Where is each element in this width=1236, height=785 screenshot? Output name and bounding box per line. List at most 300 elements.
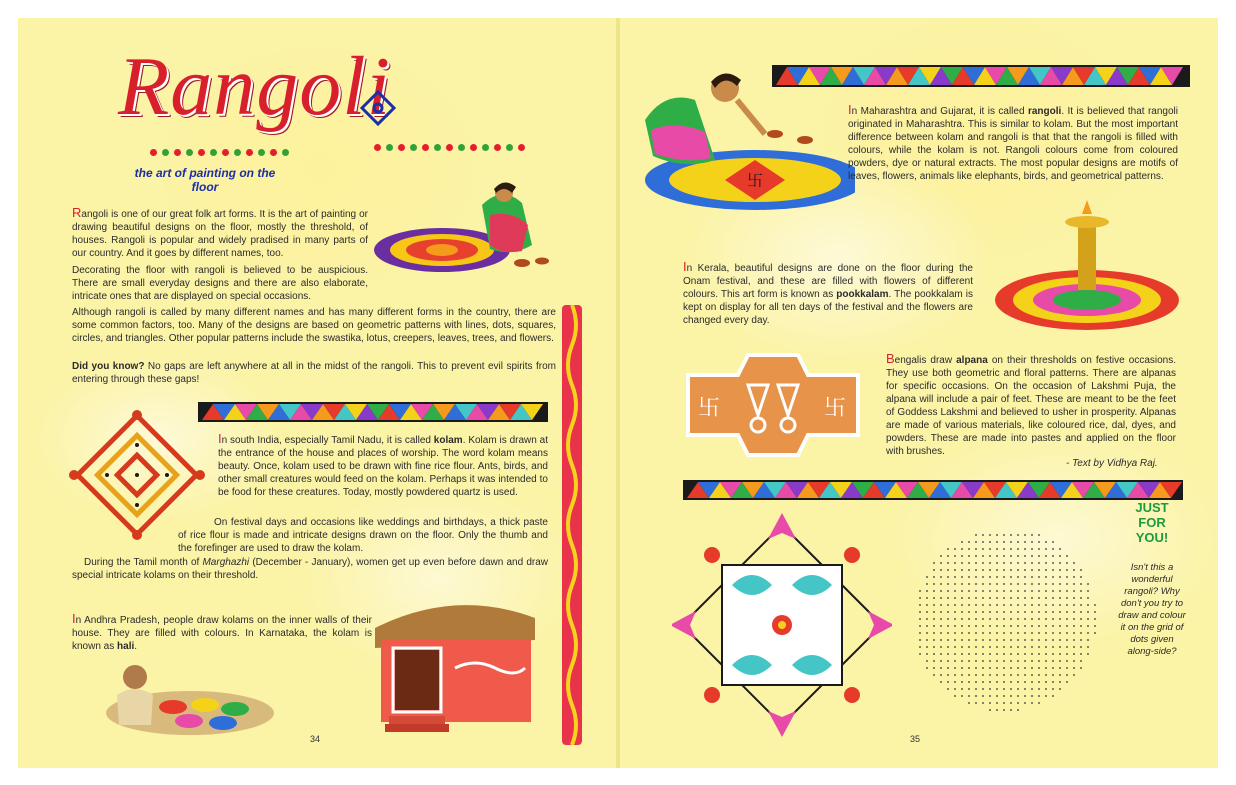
pookkalam-lamp-illustration <box>992 200 1182 340</box>
grid-dot <box>982 695 984 697</box>
grid-dot <box>1024 611 1026 613</box>
grid-dot <box>1010 660 1012 662</box>
grid-dot <box>1024 674 1026 676</box>
grid-dot <box>1010 590 1012 592</box>
grid-dot <box>926 604 928 606</box>
grid-dot <box>1024 695 1026 697</box>
grid-dot <box>1045 625 1047 627</box>
grid-dot <box>996 660 998 662</box>
grid-dot <box>1094 604 1096 606</box>
grid-dot <box>1073 618 1075 620</box>
grid-dot <box>954 625 956 627</box>
grid-dot <box>982 569 984 571</box>
grid-dot <box>947 562 949 564</box>
drop-cap: I <box>848 102 852 117</box>
grid-dot <box>1010 534 1012 536</box>
grid-dot <box>940 611 942 613</box>
grid-dot <box>947 555 949 557</box>
grid-dot <box>961 674 963 676</box>
grid-dot <box>1080 597 1082 599</box>
grid-dot <box>1031 611 1033 613</box>
grid-dot <box>1003 583 1005 585</box>
grid-dot <box>1073 569 1075 571</box>
grid-dot <box>989 555 991 557</box>
grid-dot <box>1003 639 1005 641</box>
grid-dot <box>1017 709 1019 711</box>
grid-dot <box>1031 562 1033 564</box>
grid-dot <box>1017 674 1019 676</box>
grid-dot <box>1017 604 1019 606</box>
grid-dot <box>1010 646 1012 648</box>
grid-dot <box>961 681 963 683</box>
grid-dot <box>1010 611 1012 613</box>
grid-dot <box>989 604 991 606</box>
grid-dot <box>1038 541 1040 543</box>
grid-dot <box>1045 569 1047 571</box>
grid-dot <box>1038 569 1040 571</box>
grid-dot <box>940 576 942 578</box>
grid-dot <box>919 618 921 620</box>
just-for-you-text: Isn't this a wonderful rangoli? Why don't you try to draw and colour it on the grid of dots given along-side? <box>1118 562 1186 657</box>
grid-dot <box>947 653 949 655</box>
title-knot-ornament <box>358 88 398 128</box>
grid-dot <box>1087 625 1089 627</box>
svg-text:卐: 卐 <box>824 396 847 421</box>
grid-dot <box>1052 611 1054 613</box>
grid-dot <box>1010 667 1012 669</box>
grid-dot <box>1038 534 1040 536</box>
grid-dot <box>1024 583 1026 585</box>
grid-dot <box>989 709 991 711</box>
grid-dot <box>982 555 984 557</box>
grid-dot <box>975 632 977 634</box>
grid-dot <box>1024 688 1026 690</box>
grid-dot <box>1059 625 1061 627</box>
grid-dot <box>919 625 921 627</box>
grid-dot <box>954 555 956 557</box>
grid-dot <box>996 590 998 592</box>
grid-dot <box>996 646 998 648</box>
grid-dot <box>1087 597 1089 599</box>
grid-dot <box>940 646 942 648</box>
grid-dot <box>954 639 956 641</box>
grid-dot <box>989 590 991 592</box>
grid-dot <box>1045 646 1047 648</box>
grid-dot <box>1038 674 1040 676</box>
grid-dot <box>1059 681 1061 683</box>
grid-dot <box>1059 548 1061 550</box>
grid-dot <box>926 590 928 592</box>
grid-dot <box>989 562 991 564</box>
grid-dot <box>1045 611 1047 613</box>
grid-dot <box>933 639 935 641</box>
grid-dot <box>961 639 963 641</box>
grid-dot <box>989 576 991 578</box>
grid-dot <box>1087 604 1089 606</box>
grid-dot <box>1052 541 1054 543</box>
grid-dot <box>1052 562 1054 564</box>
grid-dot <box>947 625 949 627</box>
grid-dot <box>940 604 942 606</box>
grid-dot <box>1010 583 1012 585</box>
grid-dot <box>982 625 984 627</box>
kolam-paragraph: In south India, especially Tamil Nadu, it is called kolam. Kolam is drawn at the entrance of the house and places of worship. The word kolam means beauty. Once, kolam used to be drawn with fine rice flour. Ants, birds, and other small creatures would feed on the kolam. Perhaps it was intended to be food for these creatures. Today, mostly powdered quartz is used. <box>218 431 548 498</box>
grid-dot <box>1045 562 1047 564</box>
grid-dot <box>1052 548 1054 550</box>
grid-dot <box>1045 674 1047 676</box>
grid-dot <box>1052 660 1054 662</box>
grid-dot <box>947 597 949 599</box>
grid-dot <box>1059 597 1061 599</box>
bead-border-right <box>374 142 525 152</box>
grid-dot <box>919 646 921 648</box>
grid-dot <box>1073 625 1075 627</box>
grid-dot <box>1073 597 1075 599</box>
grid-dot <box>1045 660 1047 662</box>
grid-dot <box>1038 562 1040 564</box>
grid-dot <box>1045 618 1047 620</box>
grid-dot <box>1045 681 1047 683</box>
grid-dot <box>1080 583 1082 585</box>
grid-dot <box>1080 667 1082 669</box>
grid-dot <box>1080 660 1082 662</box>
grid-dot <box>1038 618 1040 620</box>
triangle-band-left <box>198 402 548 422</box>
grid-dot <box>968 681 970 683</box>
grid-dot <box>968 688 970 690</box>
grid-dot <box>982 632 984 634</box>
grid-dot <box>1087 639 1089 641</box>
grid-dot <box>940 653 942 655</box>
grid-dot <box>926 632 928 634</box>
grid-dot <box>1017 639 1019 641</box>
drop-cap: B <box>886 351 895 366</box>
grid-dot <box>996 583 998 585</box>
grid-dot <box>1031 583 1033 585</box>
grid-dot <box>1031 597 1033 599</box>
grid-dot <box>982 688 984 690</box>
grid-dot <box>1059 576 1061 578</box>
grid-dot <box>1038 555 1040 557</box>
grid-dot <box>982 653 984 655</box>
grid-dot <box>1066 681 1068 683</box>
grid-dot <box>982 534 984 536</box>
grid-dot <box>940 674 942 676</box>
grid-dot <box>1066 639 1068 641</box>
grid-dot <box>1003 709 1005 711</box>
grid-dot <box>975 583 977 585</box>
grid-dot <box>975 604 977 606</box>
grid-dot <box>982 681 984 683</box>
grid-dot <box>1094 632 1096 634</box>
grid-dot <box>1017 688 1019 690</box>
drop-cap: R <box>72 205 82 220</box>
grid-dot <box>982 590 984 592</box>
grid-dot <box>968 695 970 697</box>
grid-dot <box>1003 667 1005 669</box>
grid-dot <box>954 653 956 655</box>
drop-cap: I <box>683 259 687 274</box>
grid-dot <box>1024 625 1026 627</box>
grid-dot <box>1094 618 1096 620</box>
grid-dot <box>982 562 984 564</box>
grid-dot <box>1024 534 1026 536</box>
grid-dot <box>989 611 991 613</box>
grid-dot <box>940 618 942 620</box>
grid-dot <box>1024 681 1026 683</box>
grid-dot <box>1073 660 1075 662</box>
grid-dot <box>961 555 963 557</box>
grid-dot <box>1066 562 1068 564</box>
grid-dot <box>933 569 935 571</box>
grid-dot <box>989 541 991 543</box>
grid-dot <box>975 569 977 571</box>
woman-lamps-rangoli-illustration <box>625 60 855 210</box>
grid-dot <box>982 660 984 662</box>
grid-dot <box>1038 681 1040 683</box>
grid-dot <box>961 597 963 599</box>
grid-dot <box>1080 604 1082 606</box>
grid-dot <box>940 625 942 627</box>
grid-dot <box>933 583 935 585</box>
grid-dot <box>940 569 942 571</box>
grid-dot <box>1010 541 1012 543</box>
grid-dot <box>947 632 949 634</box>
grid-dot <box>975 653 977 655</box>
grid-dot <box>975 611 977 613</box>
grid-dot <box>1080 618 1082 620</box>
grid-dot <box>1031 674 1033 676</box>
grid-dot <box>947 548 949 550</box>
grid-dot <box>947 611 949 613</box>
grid-dot <box>1010 639 1012 641</box>
grid-dot <box>1059 562 1061 564</box>
grid-dot <box>961 576 963 578</box>
grid-dot <box>996 632 998 634</box>
grid-dot <box>1024 660 1026 662</box>
grid-dot <box>961 541 963 543</box>
grid-dot <box>961 667 963 669</box>
grid-dot <box>968 576 970 578</box>
grid-dot <box>1024 562 1026 564</box>
grid-dot <box>1059 604 1061 606</box>
grid-dot <box>996 667 998 669</box>
grid-dot <box>1003 625 1005 627</box>
grid-dot <box>996 534 998 536</box>
grid-dot <box>961 695 963 697</box>
grid-dot <box>954 583 956 585</box>
grid-dot <box>933 590 935 592</box>
grid-dot <box>1094 625 1096 627</box>
grid-dot <box>982 576 984 578</box>
grid-dot <box>947 569 949 571</box>
grid-dot <box>1017 653 1019 655</box>
grid-dot <box>1017 597 1019 599</box>
marghazhi-paragraph: During the Tamil month of Marghazhi (December - January), women get up even before dawn and draw special intricate kolams on their threshold. <box>72 557 548 581</box>
grid-dot <box>996 639 998 641</box>
grid-dot <box>1073 667 1075 669</box>
grid-dot <box>1031 604 1033 606</box>
grid-dot <box>1038 583 1040 585</box>
grid-dot <box>919 639 921 641</box>
auspicious-paragraph: Decorating the floor with rangoli is believed to be auspicious. There are small everyday designs and there are also elaborate, intricate ones that are displayed on special occasions. <box>72 265 368 302</box>
grid-dot <box>975 590 977 592</box>
page-number-right: 35 <box>910 734 921 744</box>
grid-dot <box>975 688 977 690</box>
grid-dot <box>1003 695 1005 697</box>
grid-dot <box>1052 597 1054 599</box>
grid-dot <box>1045 632 1047 634</box>
grid-dot <box>1010 625 1012 627</box>
grid-dot <box>1024 702 1026 704</box>
grid-dot <box>1087 590 1089 592</box>
grid-dot <box>919 597 921 599</box>
grid-dot <box>1045 667 1047 669</box>
grid-dot <box>1003 562 1005 564</box>
grid-dot <box>989 618 991 620</box>
grid-dot <box>1052 653 1054 655</box>
grid-dot <box>1066 569 1068 571</box>
grid-dot <box>1066 611 1068 613</box>
grid-dot <box>1080 590 1082 592</box>
grid-dot <box>989 702 991 704</box>
grid-dot <box>1010 597 1012 599</box>
grid-dot <box>947 639 949 641</box>
grid-dot <box>1003 653 1005 655</box>
grid-dot <box>954 632 956 634</box>
grid-dot <box>982 702 984 704</box>
grid-dot <box>1066 604 1068 606</box>
grid-dot <box>1010 576 1012 578</box>
grid-dot <box>1031 548 1033 550</box>
grid-dot <box>1066 590 1068 592</box>
grid-dot <box>1038 604 1040 606</box>
grid-dot <box>926 611 928 613</box>
grid-dot <box>982 604 984 606</box>
grid-dot <box>1045 639 1047 641</box>
grid-dot <box>1045 576 1047 578</box>
grid-dot <box>1045 604 1047 606</box>
grid-dot <box>1080 625 1082 627</box>
grid-dot <box>1045 597 1047 599</box>
grid-dot <box>1052 576 1054 578</box>
grid-dot <box>1059 667 1061 669</box>
grid-dot <box>1066 597 1068 599</box>
grid-dot <box>1017 541 1019 543</box>
grid-dot <box>1017 681 1019 683</box>
grid-dot <box>1003 702 1005 704</box>
grid-dot <box>1059 569 1061 571</box>
grid-dot <box>968 674 970 676</box>
grid-dot <box>1010 688 1012 690</box>
grid-dot <box>947 674 949 676</box>
grid-dot <box>968 590 970 592</box>
grid-dot <box>968 583 970 585</box>
svg-text:卐: 卐 <box>698 396 721 421</box>
grid-dot <box>940 597 942 599</box>
grid-dot <box>961 604 963 606</box>
grid-dot <box>1073 562 1075 564</box>
grid-dot <box>1024 646 1026 648</box>
grid-dot <box>1059 611 1061 613</box>
grid-dot <box>954 674 956 676</box>
grid-dot <box>1052 639 1054 641</box>
grid-dot <box>961 611 963 613</box>
grid-dot <box>1017 569 1019 571</box>
grid-dot <box>1066 632 1068 634</box>
grid-dot <box>1031 688 1033 690</box>
grid-dot <box>1059 646 1061 648</box>
grid-dot <box>1073 583 1075 585</box>
grid-dot <box>940 562 942 564</box>
grid-dot <box>1017 632 1019 634</box>
common-factors-paragraph: Although rangoli is called by many different names and has many different forms in the country, there are some common factors, too. Many of the designs are based on geometric patterns with lines, dots, squares, circles, and triangles. Other popular patterns include the swastika, lotus, creepers, leaves, trees, and flowers. <box>72 307 556 344</box>
grid-dot <box>1010 709 1012 711</box>
grid-dot <box>1059 590 1061 592</box>
grid-dot <box>961 646 963 648</box>
grid-dot <box>1017 660 1019 662</box>
grid-dot <box>1010 674 1012 676</box>
grid-dot <box>982 674 984 676</box>
grid-dot <box>954 548 956 550</box>
grid-dot <box>961 653 963 655</box>
grid-dot <box>1017 625 1019 627</box>
grid-dot <box>1010 618 1012 620</box>
grid-dot <box>961 569 963 571</box>
grid-dot <box>975 625 977 627</box>
grid-dot <box>989 646 991 648</box>
grid-dot <box>954 688 956 690</box>
drop-cap: I <box>72 611 76 626</box>
grid-dot <box>1003 576 1005 578</box>
grid-dot <box>961 548 963 550</box>
grid-dot <box>1059 674 1061 676</box>
grid-dot <box>940 555 942 557</box>
grid-dot <box>1003 611 1005 613</box>
grid-dot <box>1038 688 1040 690</box>
grid-dot <box>1052 590 1054 592</box>
grid-dot <box>975 702 977 704</box>
grid-dot <box>961 688 963 690</box>
grid-dot <box>968 653 970 655</box>
grid-dot <box>947 576 949 578</box>
grid-dot <box>1066 618 1068 620</box>
grid-dot <box>996 555 998 557</box>
grid-dot <box>933 618 935 620</box>
grid-dot <box>996 702 998 704</box>
grid-dot <box>1003 555 1005 557</box>
grid-dot <box>1073 674 1075 676</box>
grid-dot <box>1017 576 1019 578</box>
grid-dot <box>954 618 956 620</box>
grid-dot <box>947 667 949 669</box>
grid-dot <box>1017 646 1019 648</box>
grid-dot <box>1080 646 1082 648</box>
grid-dot <box>996 576 998 578</box>
grid-dot <box>947 604 949 606</box>
grid-dot <box>940 667 942 669</box>
grid-dot <box>954 611 956 613</box>
dot-grid-illustration <box>910 505 1100 735</box>
grid-dot <box>1003 646 1005 648</box>
grid-dot <box>968 646 970 648</box>
grid-dot <box>982 583 984 585</box>
grid-dot <box>940 590 942 592</box>
grid-dot <box>982 618 984 620</box>
grid-dot <box>989 534 991 536</box>
grid-dot <box>1038 625 1040 627</box>
grid-dot <box>989 583 991 585</box>
